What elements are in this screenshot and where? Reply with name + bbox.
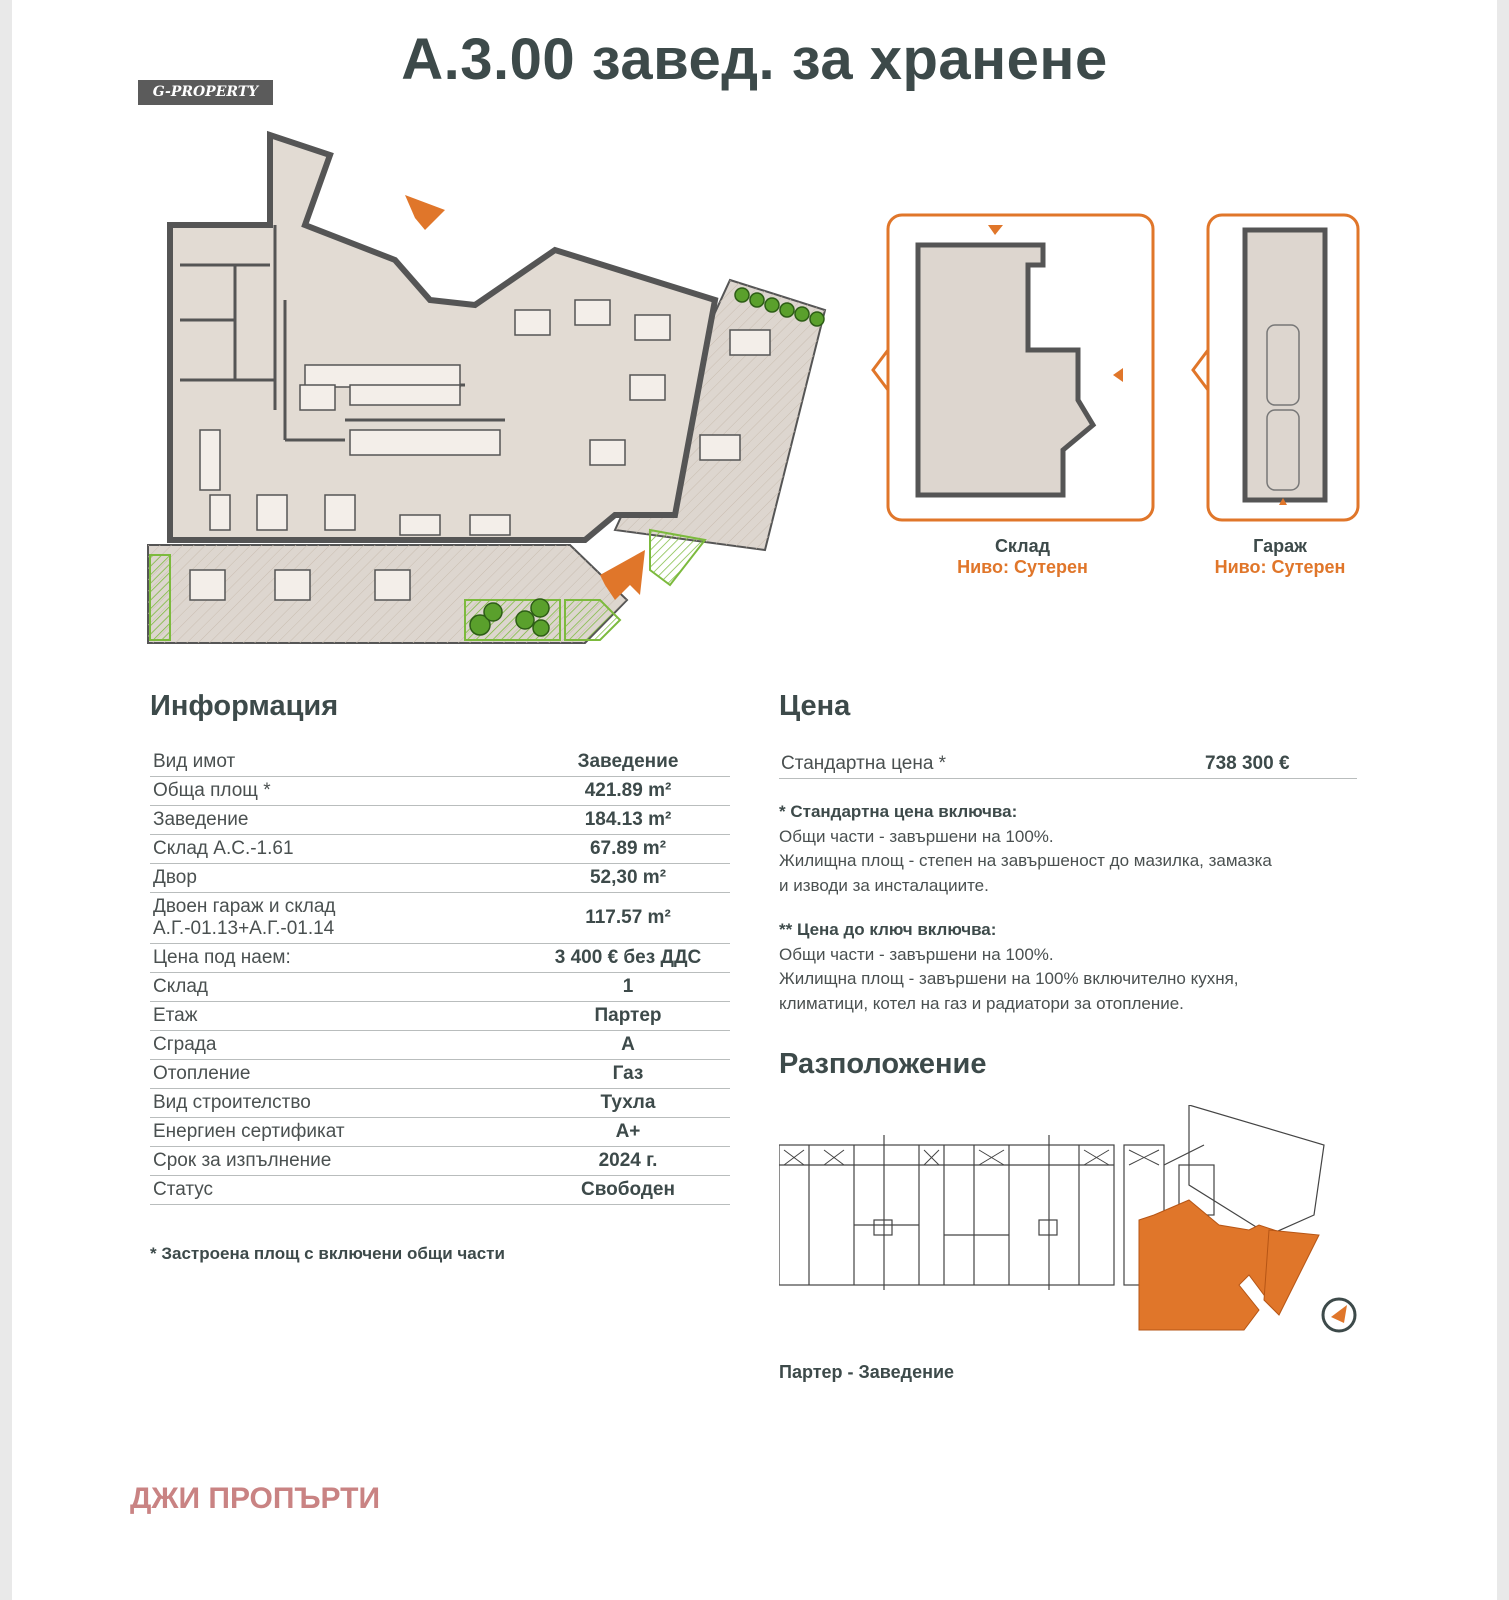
garage-level: Ниво: Сутерен [1214, 557, 1346, 577]
storage-level: Ниво: Сутерен [957, 557, 1088, 577]
info-label [150, 748, 525, 777]
info-label-text: Обща площ * [153, 780, 271, 801]
info-value: Партер [525, 1002, 730, 1031]
info-value: Тухла [525, 1089, 730, 1118]
storage-caption [910, 536, 1135, 578]
info-label-text: А.Г.-01.13+А.Г.-01.14 [153, 918, 335, 939]
standard-note-line: Жилищна площ - степен на завършеност до мазилка, замазка [779, 851, 1272, 870]
info-label-text: Статус [153, 1179, 214, 1200]
info-value: 421.89 m² [525, 777, 730, 806]
info-label-text: Двоен гараж и склад [153, 896, 336, 917]
info-label [150, 1089, 525, 1118]
info-label-text: Вид строителство [153, 1092, 311, 1113]
info-label [150, 864, 525, 893]
storage-name: Склад [994, 536, 1051, 556]
info-row [150, 1031, 730, 1060]
info-row [150, 806, 730, 835]
footer-brand: ДЖИ ПРОПЪРТИ [130, 1482, 381, 1515]
page-title: А.3.00 завед. за хранене [401, 27, 1108, 92]
info-value: 67.89 m² [525, 835, 730, 864]
floor-plan [145, 130, 845, 660]
info-row [150, 748, 730, 777]
standard-price-notes [779, 800, 1379, 898]
info-label [150, 944, 525, 973]
garage-name: Гараж [1253, 536, 1307, 556]
standard-note-line: Общи части - завършени на 100%. [779, 826, 1054, 846]
info-label [150, 1118, 525, 1147]
standard-price-value: 738 300 € [1205, 753, 1290, 774]
info-table [150, 748, 730, 1205]
info-footnote: * Застроена площ с включени общи части [150, 1244, 505, 1263]
info-row [150, 973, 730, 1002]
info-label [150, 806, 525, 835]
info-value: 3 400 € без ДДС [525, 944, 730, 973]
price-row [779, 749, 1357, 779]
info-row [150, 1089, 730, 1118]
info-label [150, 1031, 525, 1060]
info-label [150, 893, 525, 944]
standard-note-line: и изводи за инсталациите. [779, 875, 989, 895]
info-value: 52,30 m² [525, 864, 730, 893]
info-label [150, 1176, 525, 1205]
info-label-text: Склад А.С.-1.61 [153, 838, 294, 859]
turnkey-note-line: Общи части - завършени на 100%. [779, 944, 1054, 964]
turnkey-notes-heading: ** Цена до ключ включва: [779, 920, 997, 939]
info-label-text: Сграда [153, 1034, 217, 1055]
info-label [150, 973, 525, 1002]
info-row [150, 1002, 730, 1031]
info-label-text: Двор [153, 867, 197, 888]
price-heading: Цена [779, 690, 851, 722]
info-label-text: Срок за изпълнение [153, 1150, 332, 1171]
info-label [150, 1002, 525, 1031]
info-value: Газ [525, 1060, 730, 1089]
info-row [150, 835, 730, 864]
info-heading: Информация [150, 690, 339, 722]
info-value: Свободен [525, 1176, 730, 1205]
standard-price-label: Стандартна цена * [781, 753, 947, 774]
garage-plan [1185, 210, 1365, 530]
info-label-text: Цена под наем: [153, 947, 291, 968]
location-plan [779, 1105, 1374, 1345]
info-value: 1 [525, 973, 730, 1002]
location-heading: Разположение [779, 1048, 987, 1080]
standard-notes-heading: * Стандартна цена включва: [779, 802, 1018, 821]
watermark-logo: G-PROPERTY [138, 80, 273, 105]
info-row [150, 893, 730, 944]
info-row [150, 777, 730, 806]
info-row [150, 944, 730, 973]
info-label [150, 1060, 525, 1089]
info-value: А [525, 1031, 730, 1060]
info-row [150, 1147, 730, 1176]
garage-caption [1185, 536, 1375, 578]
storage-plan [868, 210, 1158, 530]
info-row [150, 1176, 730, 1205]
info-label-text: Склад [153, 976, 208, 997]
info-value: 184.13 m² [525, 806, 730, 835]
info-value: 2024 г. [525, 1147, 730, 1176]
info-label [150, 1147, 525, 1176]
turnkey-note-line: Жилищна площ - завършени на 100% включително кухня, [779, 969, 1239, 988]
info-label-text: Вид имот [153, 751, 236, 772]
info-row [150, 864, 730, 893]
info-row [150, 1060, 730, 1089]
info-label [150, 835, 525, 864]
info-label-text: Енергиен сертификат [153, 1121, 345, 1142]
info-value: 117.57 m² [525, 893, 730, 944]
info-row [150, 1118, 730, 1147]
location-caption: Партер - Заведение [779, 1362, 955, 1382]
turnkey-price-notes [779, 918, 1379, 1016]
info-value: Заведение [525, 748, 730, 777]
info-label-text: Заведение [153, 809, 249, 830]
turnkey-note-line: климатици, котел на газ и радиатори за отопление. [779, 993, 1184, 1013]
info-label-text: Етаж [153, 1005, 198, 1026]
info-label-text: Отопление [153, 1063, 251, 1084]
info-label [150, 777, 525, 806]
info-value: А+ [525, 1118, 730, 1147]
